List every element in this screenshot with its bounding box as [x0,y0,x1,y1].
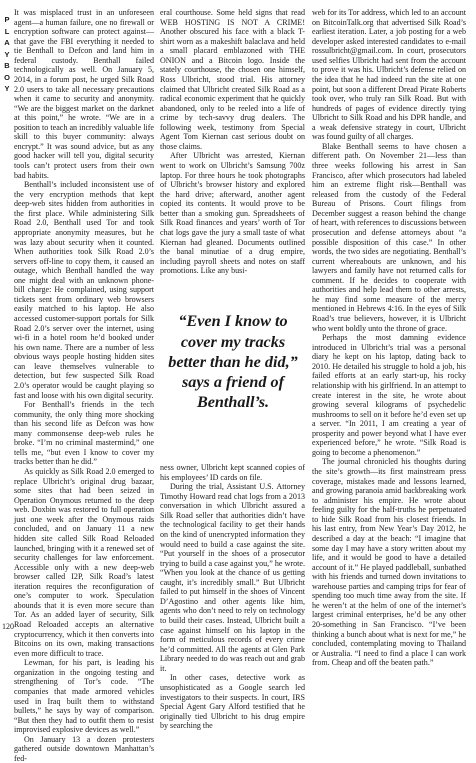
body-paragraph: ness owner, Ulbricht kept scanned copies of his employees’ ID cards on file. [160,463,305,482]
body-paragraph: Lewman, for his part, is leading his organization in the ongoing testing and strengthening of Tor’s code. “The companies that made armored vehicles used in Iraq built them to withstand bullets,” he says by way of comparison. “But then they had to outfit them to resist improvised explosive devices as well.” [14,658,154,735]
body-paragraph: web for its Tor address, which led to an account on BitcoinTalk.org that advertised Silk Road’s earliest iteration. Later, a job posting for a web developer asked interested candidates to e-mail rossulbricht@gmail.com. In court, prosecutors used selfies Ulbricht had sent from the account to prove it was his. Ulbricht’s defense relied on the idea that he had indeed run the site at one point, but soon a different Dread Pirate Roberts took over, who truly ran Silk Road. But with hundreds of pages of evidence directly tying Ulbricht to Silk Road and his DPR handle, and a weak defensive strategy in court, Ulbricht was found guilty of all charges. [312,8,466,142]
body-paragraph: As quickly as Silk Road 2.0 emerged to replace Ulbricht’s original drug bazaar, some sites that had been seized in Operation Onymous returned to the deep web. Doxbin was restored to full operation just one week after the Onymous raids concluded, and on January 11 a new hidden site called Silk Road Reloaded launched, bringing with it a renewed set of security challenges for law enforcement. Accessible only with a new deep-web browser called I2P, Silk Road’s latest iteration requires the reconfiguration of one’s computer to work. Speculation abounds that it is even more secure than Tor. As an added layer of security, Silk Road Reloaded accepts an alternative cryptocurrency, which it then converts into Bitcoins on its own, making transactions even more difficult to trace. [14,467,154,658]
body-paragraph: Perhaps the most damning evidence introduced in Ulbricht’s trial was a personal diary he kept on his laptop, dating back to 2010. He detailed his struggle to hold a job, his failed efforts at an early start-up, his rocky relationship with his girlfriend. In an attempt to create interest in the site, he wrote about growing several kilograms of psychedelic mushrooms to sell on it before he’d even set up a server. “In 2011, I am creating a year of prosperity and power beyond what I have ever experienced before,” he wrote. “Silk Road is going to become a phenomenon.” [312,333,466,457]
masthead-letter: B [4,61,10,70]
body-paragraph: During the trial, Assistant U.S. Attorney Timothy Howard read chat logs from a 2013 conversation in which Ulbricht assured a Silk Road seller that authorities didn’t have the technological facility to get their hands on the kind of unencrypted information they would need to build a case against the site. “Put yourself in the shoes of a prosecutor trying to build a case against you,” he wrote. “When you look at the chance of us getting caught, it’s incredibly small.” But Ulbricht failed to put himself in the shoes of Vincent D’Agostino and other agents like him, agents who don’t need to rely on technology to build their cases. Instead, Ulbricht built a case against himself on his laptop in the form of meticulous records of every crime he’d committed. All the agents at Glen Park Library needed to do was reach out and grab it. [160,482,305,673]
masthead-letter: A [4,38,10,47]
masthead-letter: O [4,72,10,82]
masthead-letter: Y [4,84,10,93]
article-column-left [14,8,154,763]
body-paragraph: Benthall’s included inconsistent use of the very encryption methods that kept deep-web sites hidden from authorities in the first place. While administering Silk Road 2.0, Benthall used Tor and took appropriate anonymity measures, but he was lazy about security when it counted. When authorities took Silk Road 2.0’s servers off-line to copy them, it caused an outage, which Benthall handled the way one might deal with an unknown phone-bill charge: He complained, using support tickets sent from ordinary web browsers easily matched to his laptop. He also accessed customer-support portals for Silk Road 2.0’s server over the internet, using wi-fi in a hotel room he’d booked under his own name. There are a number of less obvious ways people hosting hidden sites can leave themselves vulnerable to detection, but few suspected Silk Road 2.0’s operator would be caught playing so fast and loose with his own digital security. [14,180,154,400]
masthead-letter: Y [4,49,10,59]
body-paragraph: eral courthouse. Some held signs that read WEB HOSTING IS NOT A CRIME! Another obscured his face with a black T-shirt worn as a makeshift balaclava and held a small placard emblazoned with THE ONION and a Bitcoin logo. Inside the stately courthouse, the chosen one himself, Ross Ulbricht, stood trial. His attorney claimed that Ulbricht created Silk Road as a radical economic experiment that he quickly abandoned, only to be reeled into a life of crime by tech-savvy drug dealers. The following week, testimony from Special Agent Tom Kiernan cast serious doubt on those claims. [160,8,305,151]
magazine-masthead [2,14,12,95]
body-paragraph: In other cases, detective work as unsophisticated as a Google search led investigators to their suspects. In court, IRS Special Agent Gary Alford testified that he originally tied Ulbricht to his drug empire by searching the [160,673,305,731]
body-paragraph: Blake Benthall seems to have chosen a different path. On November 21—less than three weeks following his arrest in San Francisco, after which prosecutors had labeled him an extreme flight risk—Benthall was released from the custody of the Federal Bureau of Prisons. Court filings from December suggest a reason behind the change of heart, with references to discussions between prosecution and defense attorneys about “a possible disposition of this case.” In other words, the two sides are negotiating. Benthall’s current whereabouts are unknown, and his lawyers and family have not returned calls for comment. If he decides to cooperate with authorities and help lead them to other arrests, he may find some measure of the mercy mentioned in Hebrews 4:16. In the eyes of Silk Road’s true believers, however, it is Ulbricht who went boldly unto the throne of grace. [312,141,466,333]
body-paragraph: On January 13 a dozen protesters gathered outside downtown Manhattan’s fed- [14,734,154,763]
page-number: 120 [2,622,14,631]
body-paragraph: It was misplaced trust in an unforeseen agent—a human failure, one no firewall or encryption software can protect against—that gave the FBI everything it needed to tie Benthall to Defcon and land him in federal custody. Benthall failed technologically as well. On January 5, 2014, in a forum post, he urged Silk Road 2.0 users to take all necessary precautions when it came to security and anonymity. “We are the biggest market on the darknet at this point,” he wrote. “We are in a position to teach an incredibly valuable life skill to this buyer community: always encrypt.” It was sound advice, but as any good hacker will tell you, digital security tools can’t protect users from their own bad habits. [14,8,154,180]
body-paragraph: The journal chronicled his thoughts during the site’s growth—its first mainstream press coverage, mistakes made and lessons learned, and growing paranoia amid backbreaking work to administer his empire. He wrote about feeling guilty for the half-truths he perpetuated to hide Silk Road from his closest friends. In his last entry, from New Year’s Day 2012, he described a day at the beach: “I imagine that some day I may have a story written about my life, and it would be good to have a detailed account of it.” He played paddleball, sunbathed with his friends and turned down invitations to warehouse parties and camping trips for fear of spending too much time away from the site. If he weren’t at the helm of one of the internet’s largest criminal enterprises, he’d be any other 20-something in San Francisco. “I’ve been thinking a bunch about what is next for me,” he concluded, contemplating moving to Thailand or Australia. “I need to find a place I can work from. Cheap and off the beaten path.” [312,457,466,668]
article-column-right [312,8,466,668]
article-column-middle-bottom [160,463,305,731]
pull-quote [164,268,302,456]
pull-quote-text: “Even I know to cover my tracks better than he did,” says a friend of Benthall’s. [168,312,298,412]
masthead-letter: P [4,15,10,24]
body-paragraph: For Benthall’s friends in the tech community, the only thing more shocking than his second life as Defcon was how many commonsense deep-web rules he broke. “I’m no criminal mastermind,” one tells me, “but even I know to cover my tracks better than he did.” [14,400,154,467]
masthead-letter: L [4,26,10,36]
article-column-middle-top [160,8,305,276]
body-paragraph: After Ulbricht was arrested, Kiernan went to work on Ulbricht’s Samsung 700z laptop. For three hours he took photographs of Ulbricht’s browser history and explored the hard drive; afterward, another agent copied its contents. It would prove to be better than a smoking gun. Spreadsheets of Silk Road finances and years’ worth of Tor chat logs gave the jury a small taste of what Kiernan had gleaned. Documents outlined the banal minutiae of a drug empire, including payroll sheets and notes on staff promotions. Like any busi- [160,151,305,276]
